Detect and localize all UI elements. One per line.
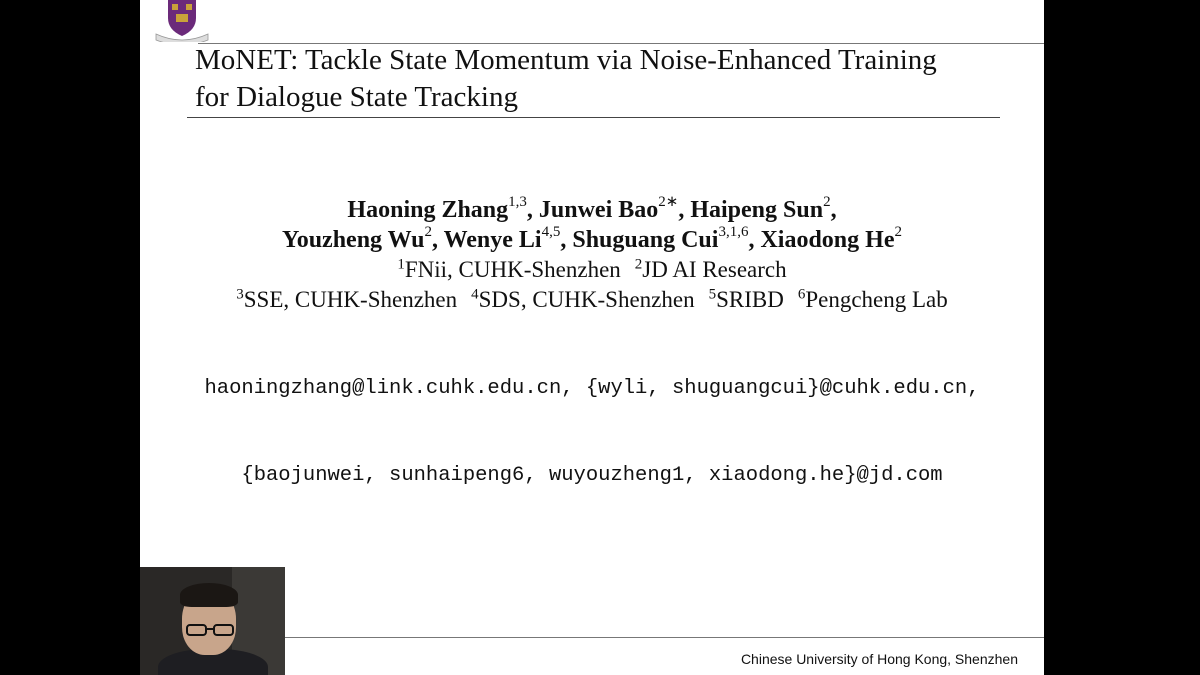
author-affiliation-marker: 3,1,6 — [718, 224, 749, 240]
author-separator: , — [678, 197, 691, 223]
slide-title — [195, 42, 1015, 116]
slide-title-line-1: MoNET: Tackle State Momentum via Noise-Enhanced Training — [195, 44, 937, 76]
affiliation-name: SDS, CUHK-Shenzhen — [478, 287, 695, 312]
author-separator: , — [560, 227, 573, 253]
affiliation-name: JD AI Research — [642, 257, 787, 282]
affiliation-name: SSE, CUHK-Shenzhen — [243, 287, 458, 312]
author-name: Youzheng Wu — [282, 227, 425, 253]
affiliation-number: 5 — [708, 286, 717, 303]
affiliation-number: 6 — [797, 286, 806, 303]
affiliation-line-2 — [140, 285, 1044, 315]
slide-footer: Chinese University of Hong Kong, Shenzhen — [740, 651, 1018, 667]
affiliation-number: 4 — [471, 286, 479, 303]
author-name: Haoning Zhang — [347, 197, 509, 223]
author-line-2 — [140, 225, 1044, 255]
author-name: Xiaodong He — [760, 227, 895, 253]
affiliation-number: 1 — [397, 256, 405, 273]
author-separator: , — [432, 227, 444, 253]
speaker-glasses — [185, 623, 235, 637]
author-name: Wenye Li — [443, 227, 542, 253]
author-separator: , — [830, 197, 837, 223]
author-affiliation-marker: 1,3 — [508, 194, 527, 210]
email-line-2: {baojunwei, sunhaipeng6, wuyouzheng1, xiaodong.he}@jd.com — [241, 464, 943, 487]
affiliation-name: FNii, CUHK-Shenzhen — [404, 257, 621, 282]
speaker-hair — [180, 583, 238, 607]
author-name: Shuguang Cui — [572, 227, 719, 253]
university-crest-logo — [154, 0, 210, 42]
affiliation-number: 3 — [236, 286, 244, 303]
email-line-1: haoningzhang@link.cuhk.edu.cn, {wyli, shuguangcui}@cuhk.edu.cn, — [204, 377, 980, 400]
author-list — [140, 195, 1044, 255]
speaker-webcam-video — [140, 567, 285, 675]
author-affiliation-marker: 2∗ — [658, 194, 679, 210]
author-affiliation-marker: 4,5 — [541, 224, 561, 240]
author-affiliation-marker: 2 — [424, 224, 433, 240]
author-separator: , — [526, 197, 539, 223]
author-separator: , — [748, 227, 761, 253]
author-affiliation-marker: 2 — [894, 224, 902, 240]
author-line-1 — [140, 195, 1044, 225]
affiliation-number: 2 — [634, 256, 643, 273]
author-name: Junwei Bao — [538, 197, 659, 223]
footer-rule — [285, 637, 1044, 638]
author-affiliation-marker: 2 — [823, 194, 831, 210]
title-underline — [187, 117, 1000, 118]
email-list — [140, 316, 1044, 548]
slide-title-line-2: for Dialogue State Tracking — [195, 81, 518, 113]
affiliation-list — [140, 255, 1044, 315]
affiliation-name: Pengcheng Lab — [805, 287, 948, 312]
affiliation-name: SRIBD — [716, 287, 784, 312]
author-name: Haipeng Sun — [690, 197, 824, 223]
affiliation-line-1 — [140, 255, 1044, 285]
